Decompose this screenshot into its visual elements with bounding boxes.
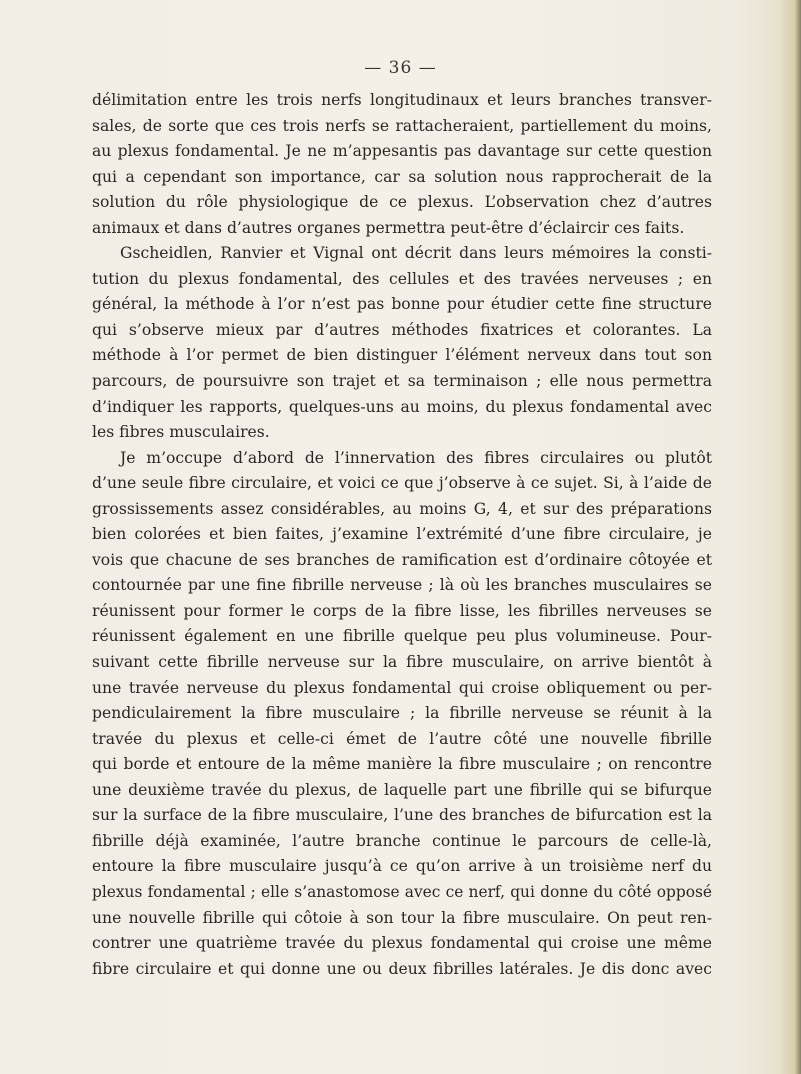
page-number: — 36 — [364, 58, 437, 78]
text-line: d’indiquer les rapports, quelques-uns au moins, du plexus fondamental avec [92, 397, 712, 416]
text-line: les fibres musculaires. [92, 423, 270, 442]
text-line: une nouvelle fibrille qui côtoie à son tour la fibre musculaire. On peut ren- [92, 908, 712, 927]
text-line: au plexus fondamental. Je ne m’appesantis pas davantage sur cette question [92, 142, 712, 161]
text-line: fibrille déjà examinée, l’autre branche continue le parcours de celle-là, [92, 831, 712, 850]
text-line: pendiculairement la fibre musculaire ; la fibrille nerveuse se réunit à la [92, 704, 712, 723]
text-line: réunissent pour former le corps de la fibre lisse, les fibrilles nerveuses se [92, 601, 712, 620]
text-line: contournée par une fine fibrille nerveuse ; là où les branches musculaires se [92, 576, 712, 595]
text-line: parcours, de poursuivre son trajet et sa terminaison ; elle nous permettra [92, 372, 712, 391]
text-line: solution du rôle physiologique de ce plexus. L’observation chez d’autres [92, 193, 712, 212]
text-line: fibre circulaire et qui donne une ou deux fibrilles latérales. Je dis donc avec [92, 959, 712, 978]
text-line: animaux et dans d’autres organes permettra peut-être d’éclaircir ces faits. [92, 218, 685, 237]
text-line: travée du plexus et celle-ci émet de l’autre côté une nouvelle fibrille [92, 729, 712, 748]
body-text [92, 88, 712, 982]
text-line: vois que chacune de ses branches de ramification est d’ordinaire côtoyée et [92, 550, 712, 569]
text-line: qui borde et entoure de la même manière la fibre musculaire ; on rencontre [92, 755, 712, 774]
text-line: entoure la fibre musculaire jusqu’à ce qu’on arrive à un troisième nerf du [92, 857, 712, 876]
text-line: suivant cette fibrille nerveuse sur la fibre musculaire, on arrive bientôt à [92, 653, 712, 672]
text-line: grossissements assez considérables, au moins G, 4, et sur des préparations [92, 499, 712, 518]
text-line: sur la surface de la fibre musculaire, l’une des branches de bifurcation est la [92, 806, 712, 825]
text-line: délimitation entre les trois nerfs longitudinaux et leurs branches transver- [92, 91, 712, 109]
paragraph-start-line: Je m’occupe d’abord de l’innervation des fibres circulaires ou plutôt [120, 448, 712, 467]
text-line: méthode à l’or permet de bien distinguer l’élément nerveux dans tout son [92, 346, 712, 365]
text-line: une travée nerveuse du plexus fondamental qui croise obliquement ou per- [92, 678, 712, 697]
text-line: une deuxième travée du plexus, de laquelle part une fibrille qui se bifurque [92, 780, 712, 799]
text-line: réunissent également en une fibrille quelque peu plus volumineuse. Pour- [92, 627, 712, 646]
text-line: d’une seule fibre circulaire, et voici ce que j’observe à ce sujet. Si, à l’aide de [92, 474, 712, 493]
text-line: plexus fondamental ; elle s’anastomose avec ce nerf, qui donne du côté opposé [92, 882, 712, 901]
text-line: tution du plexus fondamental, des cellules et des travées nerveuses ; en [92, 269, 712, 288]
paragraph-start-line: Gscheidlen, Ranvier et Vignal ont décrit dans leurs mémoires la consti- [120, 244, 712, 263]
text-line: général, la méthode à l’or n’est pas bonne pour étudier cette fine structure [92, 295, 712, 314]
text-line: contrer une quatrième travée du plexus fondamental qui croise une même [92, 934, 712, 953]
text-line: sales, de sorte que ces trois nerfs se rattacheraient, partiellement du moins, [92, 116, 712, 135]
text-line: bien colorées et bien faites, j’examine l’extrémité d’une fibre circulaire, je [92, 525, 712, 544]
text-line: qui a cependant son importance, car sa solution nous rapprocherait de la [92, 167, 712, 186]
page-edge-shadow [779, 0, 801, 1074]
text-line: qui s’observe mieux par d’autres méthodes fixatrices et colorantes. La [92, 320, 712, 339]
